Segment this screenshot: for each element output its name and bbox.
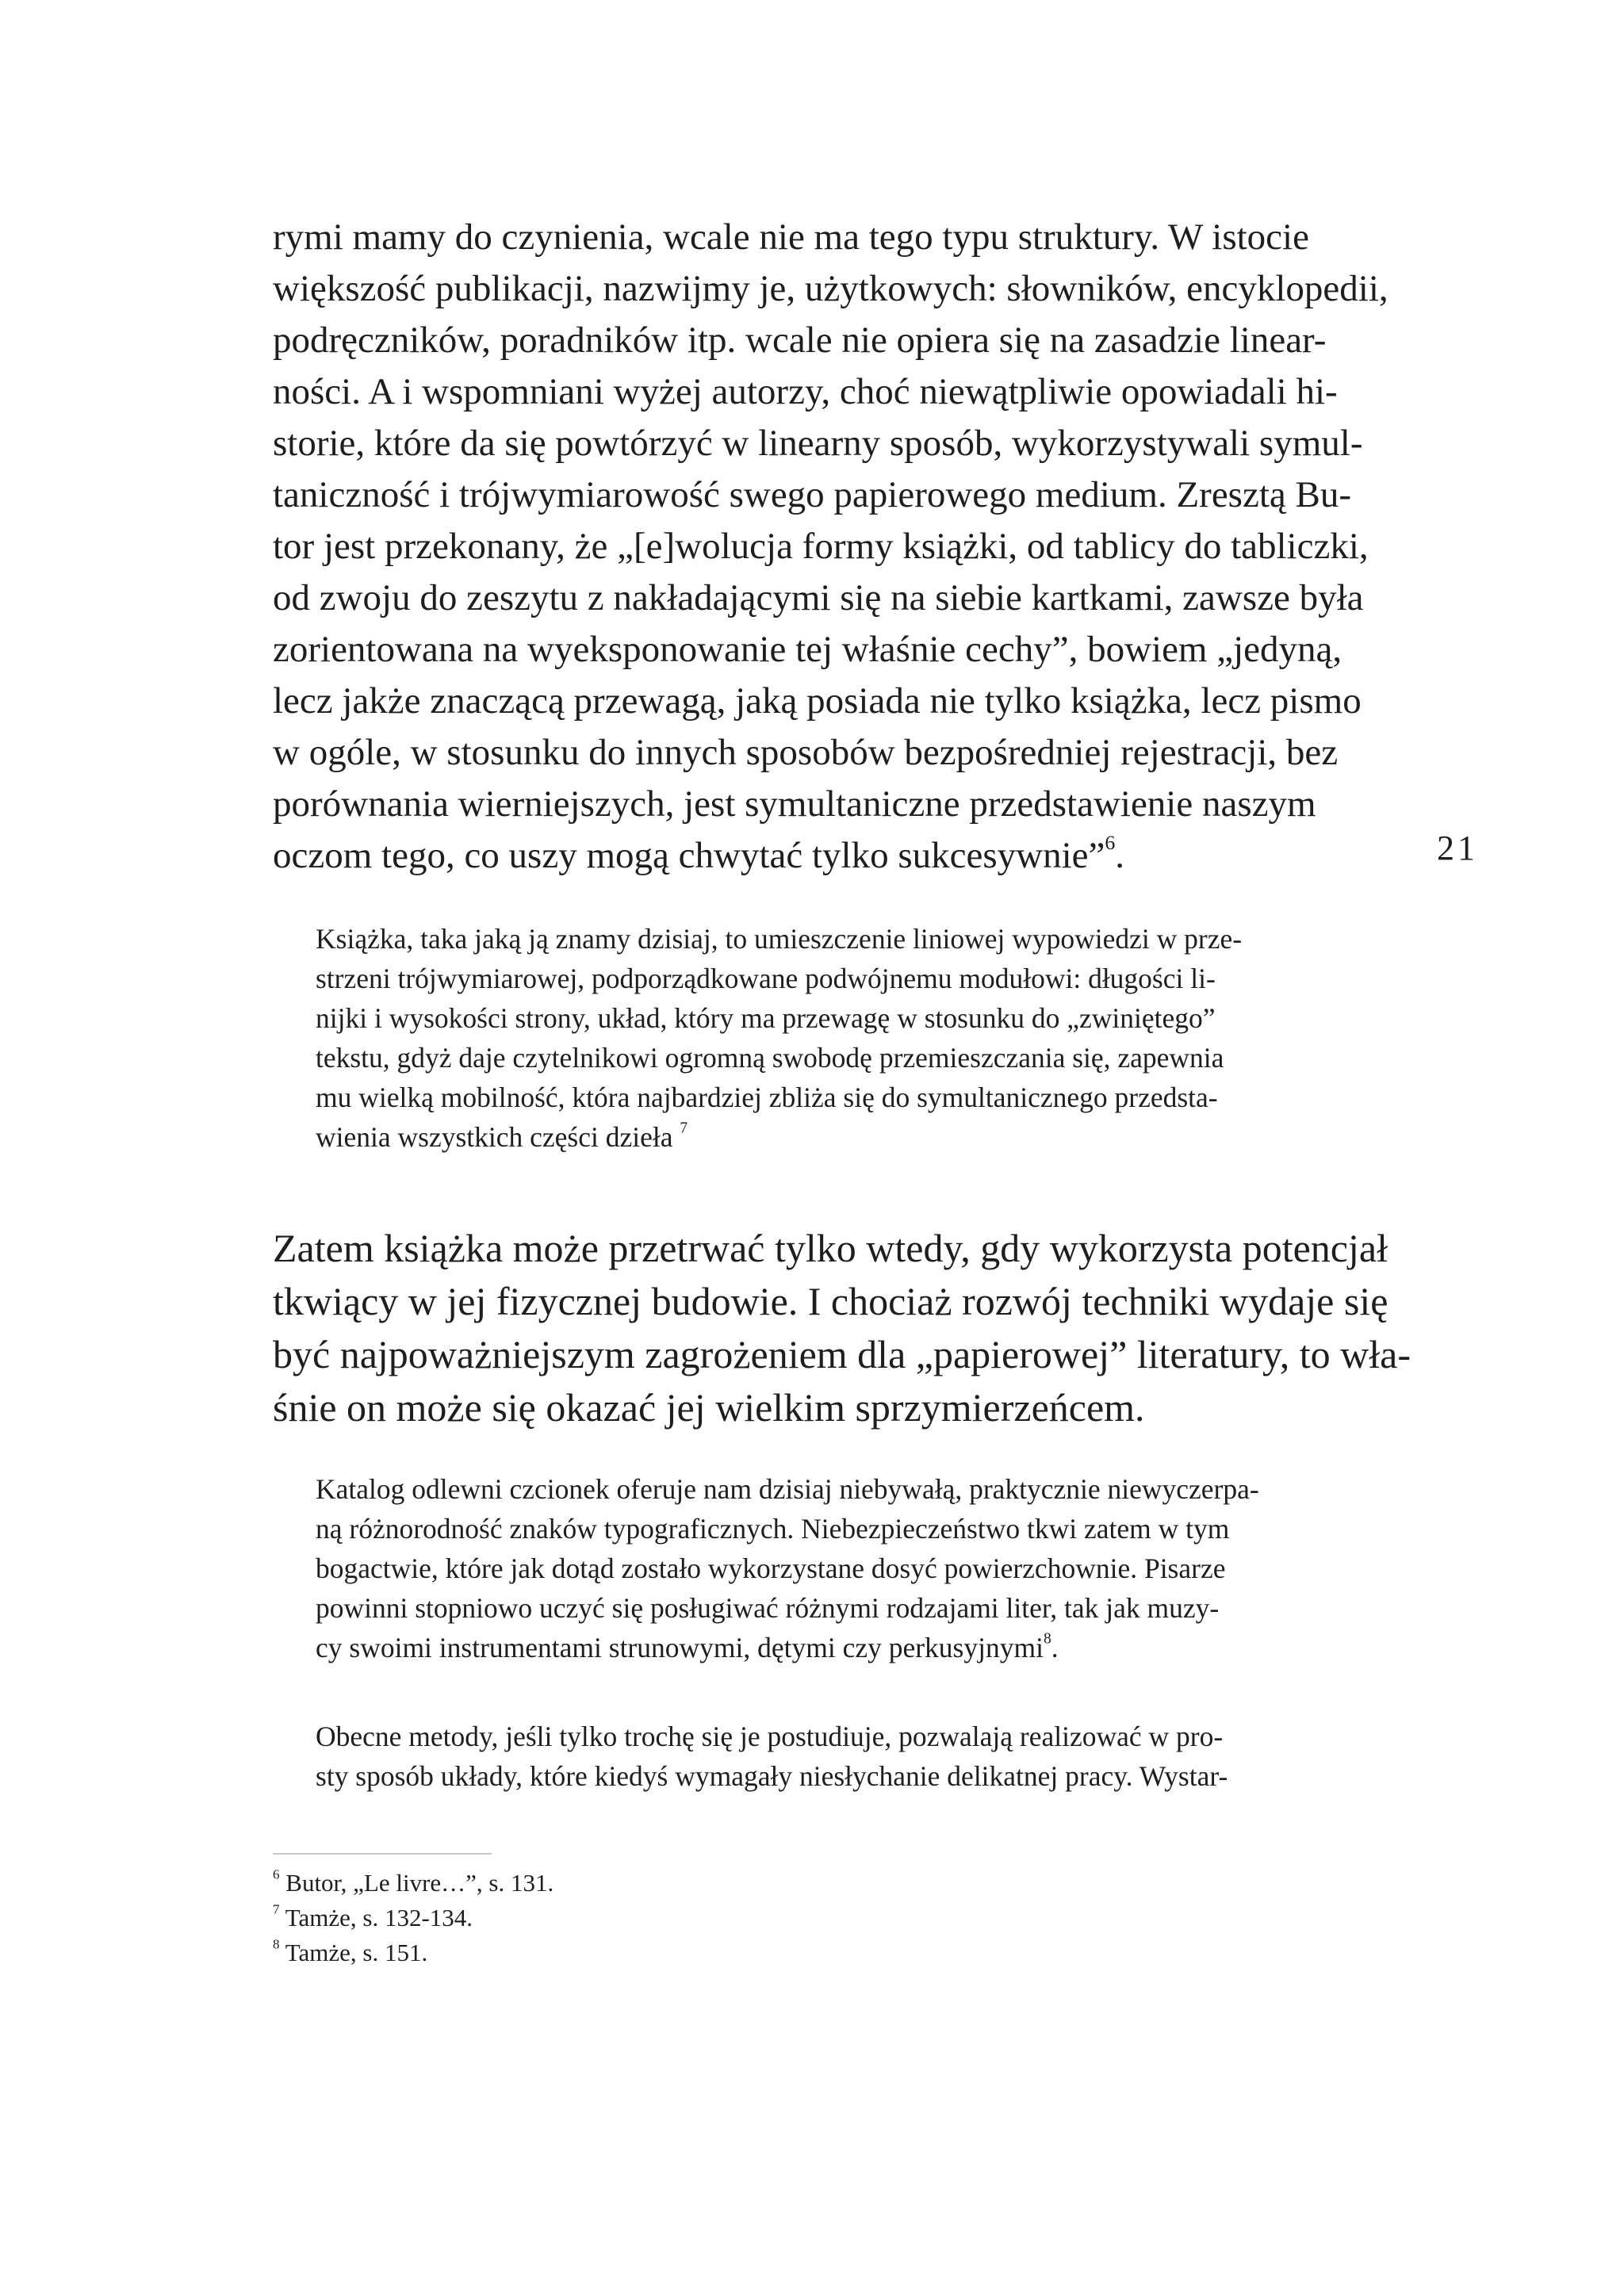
body-line: lecz jakże znaczącą przewagą, jaką posiada nie tylko książka, lecz pismo xyxy=(273,680,1362,722)
body-line: rymi mamy do czynienia, wcale nie ma tego typu struktury. W istocie xyxy=(273,216,1309,258)
quote-line: sty sposób układy, które kiedyś wymagały niesłychanie delikatnej pracy. Wystar- xyxy=(316,1760,1228,1792)
body-line: podręczników, poradników itp. wcale nie opiera się na zasadzie linear- xyxy=(273,320,1327,361)
quote-line-text: wienia wszystkich części dzieła xyxy=(316,1121,673,1153)
sentence-end: . xyxy=(1115,835,1125,876)
page-number: 21 xyxy=(1437,829,1478,867)
quote-line: mu wielką mobilność, która najbardziej zbliża się do symultanicznego przedsta- xyxy=(316,1081,1218,1113)
footnote-number: 8 xyxy=(273,1936,280,1952)
footnote-7 xyxy=(273,1901,473,1935)
body-line: ności. A i wspomniani wyżej autorzy, choć niewątpliwie opowiadali hi- xyxy=(273,371,1338,412)
footnote-number: 7 xyxy=(273,1901,280,1917)
quote-line: bogactwie, które jak dotąd zostało wykorzystane dosyć powierzchownie. Pisarze xyxy=(316,1552,1226,1584)
footnote-text: Tamże, s. 151. xyxy=(285,1939,428,1966)
footnote-6 xyxy=(273,1866,553,1901)
footnote-separator xyxy=(273,1853,492,1855)
statement-line: Zatem książka może przetrwać tylko wtedy, gdy wykorzysta potencjał xyxy=(273,1226,1388,1270)
quote-line: strzeni trójwymiarowej, podporządkowane podwójnemu modułowi: długości li- xyxy=(316,963,1216,994)
body-line: porównania wierniejszych, jest symultaniczne przedstawienie naszym xyxy=(273,783,1316,825)
body-line-text: oczom tego, co uszy mogą chwytać tylko sukcesywnie” xyxy=(273,835,1105,876)
body-line: taniczność i trójwymiarowość swego papierowego medium. Zresztą Bu- xyxy=(273,474,1351,515)
quote-line: tekstu, gdyż daje czytelnikowi ogromną swobodę przemieszczania się, zapewnia xyxy=(316,1042,1224,1074)
body-line xyxy=(273,829,1124,882)
body-line: większość publikacji, nazwijmy je, użytkowych: słowników, encyklopedii, xyxy=(273,268,1388,309)
quote-line xyxy=(316,1627,1059,1668)
footnote-ref-8[interactable]: 8 xyxy=(1043,1630,1051,1648)
footnote-text: Butor, „Le livre…”, s. 131. xyxy=(285,1869,554,1897)
quote-line: powinni stopniowo uczyć się posługiwać różnymi rodzajami liter, tak jak muzy- xyxy=(316,1592,1220,1624)
footnote-text: Tamże, s. 132-134. xyxy=(285,1904,473,1931)
quote-line: ną różnorodność znaków typograficznych. Niebezpieczeństwo tkwi zatem w tym xyxy=(316,1513,1230,1545)
statement-line: tkwiący w jej fizycznej budowie. I chociaż rozwój techniki wydaje się xyxy=(273,1279,1388,1323)
footnote-number: 6 xyxy=(273,1866,280,1882)
body-line: tor jest przekonany, że „[e]wolucja formy książki, od tablicy do tabliczki, xyxy=(273,526,1369,567)
quote-line xyxy=(316,1116,688,1158)
footnote-8 xyxy=(273,1935,427,1970)
footnote-ref-6[interactable]: 6 xyxy=(1105,830,1116,854)
statement-line: śnie on może się okazać jej wielkim sprzymierzeńcem. xyxy=(273,1385,1145,1430)
body-line: storie, które da się powtórzyć w linearny sposób, wykorzystywali symul- xyxy=(273,423,1363,464)
body-line: w ogóle, w stosunku do innych sposobów bezpośredniej rejestracji, bez xyxy=(273,732,1339,773)
footnote-ref-7[interactable]: 7 xyxy=(680,1120,688,1137)
quote-line: Katalog odlewni czcionek oferuje nam dzisiaj niebywałą, praktycznie niewyczerpa- xyxy=(316,1473,1259,1505)
quote-line-text: cy swoimi instrumentami strunowymi, dętymi czy perkusyjnymi xyxy=(316,1632,1044,1663)
sentence-end: . xyxy=(1051,1632,1059,1663)
statement-line: być najpoważniejszym zagrożeniem dla „papierowej” literatury, to wła- xyxy=(273,1332,1411,1376)
quote-line: Obecne metody, jeśli tylko trochę się je postudiuje, pozwalają realizować w pro- xyxy=(316,1721,1224,1752)
quote-line: nijki i wysokości strony, układ, który ma przewagę w stosunku do „zwiniętego” xyxy=(316,1002,1216,1034)
quote-line: Książka, taka jaką ją znamy dzisiaj, to umieszczenie liniowej wypowiedzi w prze- xyxy=(316,923,1243,955)
body-line: zorientowana na wyeksponowanie tej właśnie cechy”, bowiem „jedyną, xyxy=(273,629,1342,670)
body-line: od zwoju do zeszytu z nakładającymi się na siebie kartkami, zawsze była xyxy=(273,577,1364,618)
